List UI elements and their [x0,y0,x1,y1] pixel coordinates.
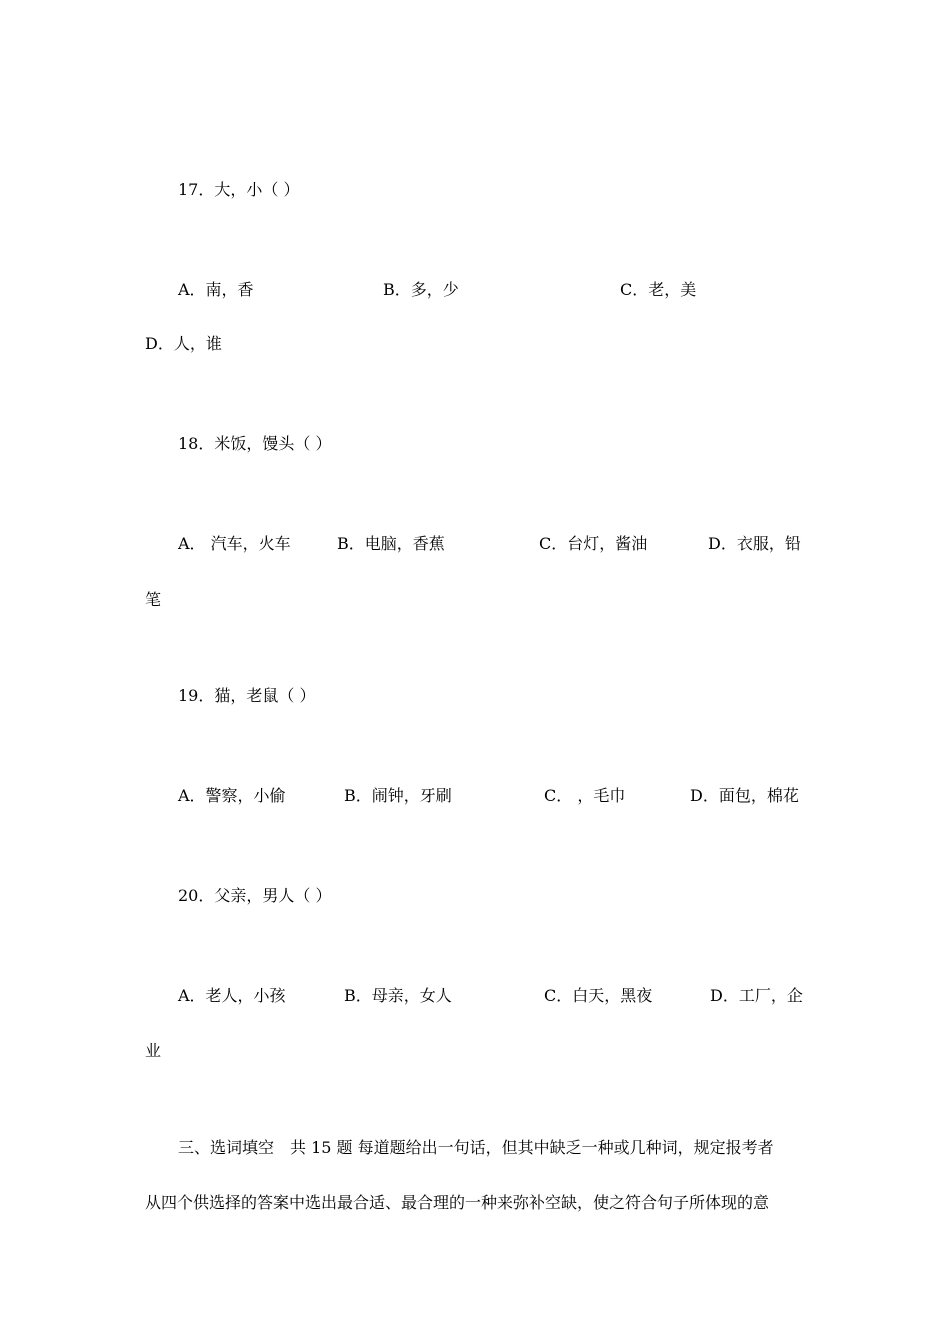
question-17-option-b: B．多，少 [383,280,459,299]
question-19-option-d: D．面包，棉花 [690,786,799,805]
question-20-option-c: C．白天，黑夜 [544,986,653,1005]
question-20-option-a: A．老人，小孩 [178,986,286,1005]
section-3-intro-line-1: 三、选词填空 共 15 题 每道题给出一句话，但其中缺乏一种或几种词，规定报考者 [178,1138,774,1157]
question-20-option-d: D．工厂，企 [710,986,803,1005]
question-17-option-d: D．人，谁 [145,334,222,353]
question-18-option-d: D．衣服，铅 [708,534,801,553]
question-18-option-b: B．电脑，香蕉 [337,534,445,553]
question-18-stem: 18．米饭，馒头（ ） [178,434,332,453]
question-17-option-c: C．老，美 [620,280,697,299]
question-19-option-c: C． ，毛巾 [544,786,626,805]
question-19-option-a: A．警察，小偷 [178,786,286,805]
question-19-option-b: B．闹钟，牙刷 [344,786,452,805]
question-20-option-d-continued: 业 [145,1041,162,1060]
question-18-option-d-continued: 笔 [145,590,162,609]
question-18-option-c: C．台灯，酱油 [539,534,648,553]
question-20-option-b: B．母亲，女人 [344,986,452,1005]
question-19-stem: 19．猫，老鼠（ ） [178,686,316,705]
question-17-stem: 17．大，小（ ） [178,180,300,199]
question-17-option-a: A．南，香 [178,280,254,299]
section-3-intro-line-2: 从四个供选择的答案中选出最合适、最合理的一种来弥补空缺，使之符合句子所体现的意 [145,1193,770,1212]
question-20-stem: 20．父亲，男人（ ） [178,886,332,905]
question-18-option-a: A． 汽车，火车 [178,534,291,553]
